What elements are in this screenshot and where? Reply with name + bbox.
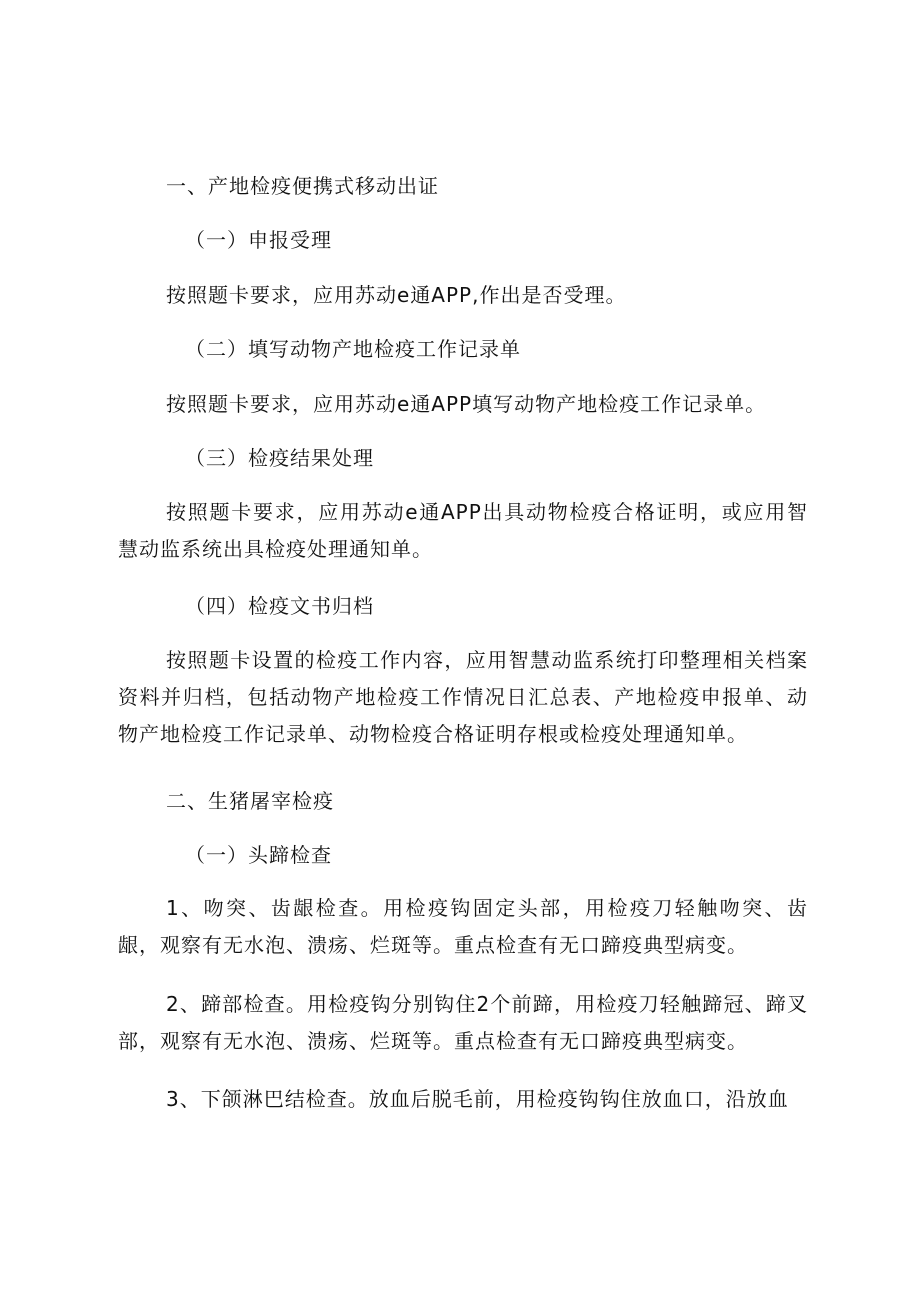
section-heading: 一、产地检疫便携式移动出证 bbox=[166, 174, 439, 198]
section-heading: 二、生猪屠宰检疫 bbox=[166, 789, 334, 813]
paragraph: 按照题卡要求，应用苏动e通APP出具动物检疫合格证明，或应用智慧动监系统出具检疫处理通知单。 bbox=[118, 500, 808, 561]
paragraph: 按照题卡设置的检疫工作内容，应用智慧动监系统打印整理相关档案资料并归档，包括动物产地检疫工作情况日汇总表、产地检疫申报单、动物产地检疫工作记录单、动物检疫合格证明存根或检疫处理通知单。 bbox=[118, 648, 808, 746]
subsection-heading: （二）填写动物产地检疫工作记录单 bbox=[185, 337, 521, 361]
paragraph: 2、蹄部检查。用检疫钩分别钩住2个前蹄，用检疫刀轻触蹄冠、蹄叉部，观察有无水泡、溃疡、烂斑等。重点检查有无口蹄疫典型病变。 bbox=[118, 992, 808, 1053]
paragraph: 1、吻突、齿龈检查。用检疫钩固定头部，用检疫刀轻触吻突、齿龈，观察有无水泡、溃疡、烂斑等。重点检查有无口蹄疫典型病变。 bbox=[118, 896, 808, 957]
subsection-heading: （一）申报受理 bbox=[185, 228, 332, 252]
paragraph: 按照题卡要求，应用苏动e通APP填写动物产地检疫工作记录单。 bbox=[166, 392, 767, 416]
subsection-heading: （一）头蹄检查 bbox=[185, 843, 332, 867]
paragraph: 3、下颌淋巴结检查。放血后脱毛前，用检疫钩钩住放血口，沿放血 bbox=[166, 1087, 789, 1111]
subsection-heading: （四）检疫文书归档 bbox=[185, 594, 374, 618]
paragraph: 按照题卡要求，应用苏动e通APP,作出是否受理。 bbox=[166, 283, 627, 307]
subsection-heading: （三）检疫结果处理 bbox=[185, 446, 374, 470]
